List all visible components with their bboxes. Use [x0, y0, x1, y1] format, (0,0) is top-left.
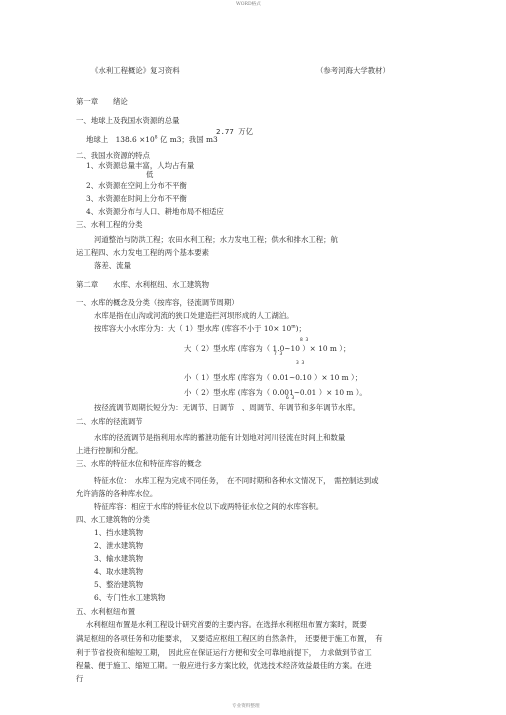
c2-s3-line2: 允许消落的各种库水位。 — [76, 489, 158, 498]
list-item: 4、取水建筑物 — [94, 567, 144, 576]
c2-s3-heading: 三、水库的特征水位和特征库容的概念 — [76, 459, 202, 468]
c1-s1-heading: 一、地球上及我国水资源的总量 — [76, 116, 180, 125]
c1-s3-line2: 运工程四、水力发电工程的两个基本要素 — [76, 248, 210, 257]
list-item: 2、泄水建筑物 — [94, 541, 144, 550]
c1-s3-line1: 河道整治与防洪工程；农田水利工程；水力发电工程；供水和排水工程；航 — [94, 235, 338, 244]
chapter-2-heading: 第二章 水库、水利枢纽、水工建筑物 — [76, 280, 210, 289]
c2-s5-line4: 程量、便于施工、缩短工期。一般应进行多方案比较，优选技术经济效益最佳的方案。在进 — [76, 661, 372, 670]
doc-title: 《水利工程概论》复习资料 — [91, 66, 180, 75]
page-header: WORD格式 — [236, 2, 261, 7]
c1-s1-line: 地球上 $138.6 \times 10^8$ 亿 m3；我国 m3 — [86, 135, 218, 144]
c2-s1-p3: 大（ 2）型水库 (库容为（ 1.0~10 ）× 10 m ）； — [184, 344, 351, 353]
list-item: 5、整治建筑物 — [94, 580, 144, 589]
c2-s1-p5-sub: 6 3 — [286, 396, 295, 401]
c2-s4-heading: 四、水工建筑物的分类 — [76, 515, 150, 524]
c2-s1-p2: 按库容大小水库分为：大（ 1）型水库 (库容不小于 $10\times 10^m$)； — [94, 324, 306, 333]
list-item: 3、水资源在时间上分布不平衡 — [86, 194, 187, 203]
c2-s5-heading: 五、水利枢纽布置 — [76, 607, 136, 616]
list-item: 1、水资源总量丰富，人均占有量 — [86, 161, 195, 170]
c2-s3-line1: 特征水位： 水库工程为完成不同任务， 在不同时期和各种水文情况下， 需控制达到或 — [94, 476, 379, 485]
c2-s2-heading: 二、水库的径流调节 — [76, 417, 143, 426]
list-item: 6、专门性水工建筑物 — [94, 593, 166, 602]
c2-s2-line1: 水库的径流调节是指利用水库的蓄泄功能有计划地对河川径流在时间上和数量 — [94, 433, 346, 442]
c2-s5-line5: 行 — [76, 674, 84, 683]
c2-s2-line2: 上进行控制和分配。 — [76, 446, 143, 455]
list-item: 低 — [146, 170, 154, 179]
c1-s1-line-above: 2.77 万亿 — [216, 127, 254, 136]
c2-s1-p3-sub: 7 3 — [274, 352, 283, 357]
c2-s3-line3: 特征库容：相应于水库的特征水位以下或两特征水位之间的水库容积。 — [94, 502, 324, 511]
c2-s5-line2: 满足枢纽的各项任务和功能要求， 又要适应枢纽工程区的自然条件， 还要便于施工布置， 有 — [76, 634, 383, 643]
c2-s1-p5: 小（ 2）型水库 (库容为（ 0.001~0.01 ）× 10 m ）。 — [184, 388, 367, 397]
c2-s1-p3-sup: 8 3 — [300, 338, 309, 343]
c1-s3-heading: 三、水利工程的分类 — [76, 220, 143, 229]
c1-s3-line3: 落差、流量 — [94, 261, 131, 270]
page-footer: 专业资料整理 — [232, 704, 260, 709]
doc-reference: （参考河海大学教材） — [316, 66, 390, 75]
list-item: 3、输水建筑物 — [94, 554, 144, 563]
c2-s1-p6: 按径流调节周期长短分为：无调节、日调节 、周调节、年调节和多年调节水库。 — [94, 403, 361, 412]
c1-s2-heading: 二、我国水资源的特点 — [76, 151, 150, 160]
c2-s5-line3: 利于节省投资和缩短工期， 因此应在保证运行方便和安全可靠地前提下， 力求做到节省工 — [76, 648, 372, 657]
c2-s1-heading: 一、水库的概念及分类（按库容，径流调节周期） — [76, 298, 239, 307]
c2-s1-p1: 水库是指在山沟或河流的狭口处建造拦河坝形成的人工湖泊。 — [94, 311, 294, 320]
c2-s1-p4: 小（ 1）型水库 (库容为（ 0.01~0.10 ）× 10 m ）； — [184, 373, 363, 382]
c2-s1-p4-sup: 3 3 — [296, 361, 305, 366]
list-item: 1、挡水建筑物 — [94, 528, 144, 537]
chapter-1-heading: 第一章 绪论 — [76, 97, 128, 106]
c2-s5-line1: 水利枢纽布置是水利工程设计研究首要的主要内容。在选择水利枢纽布置方案时，既要 — [86, 620, 367, 629]
list-item: 4、水资源分布与人口、耕地布局不相适应 — [86, 207, 224, 216]
list-item: 2、水资源在空间上分布不平衡 — [86, 181, 187, 190]
